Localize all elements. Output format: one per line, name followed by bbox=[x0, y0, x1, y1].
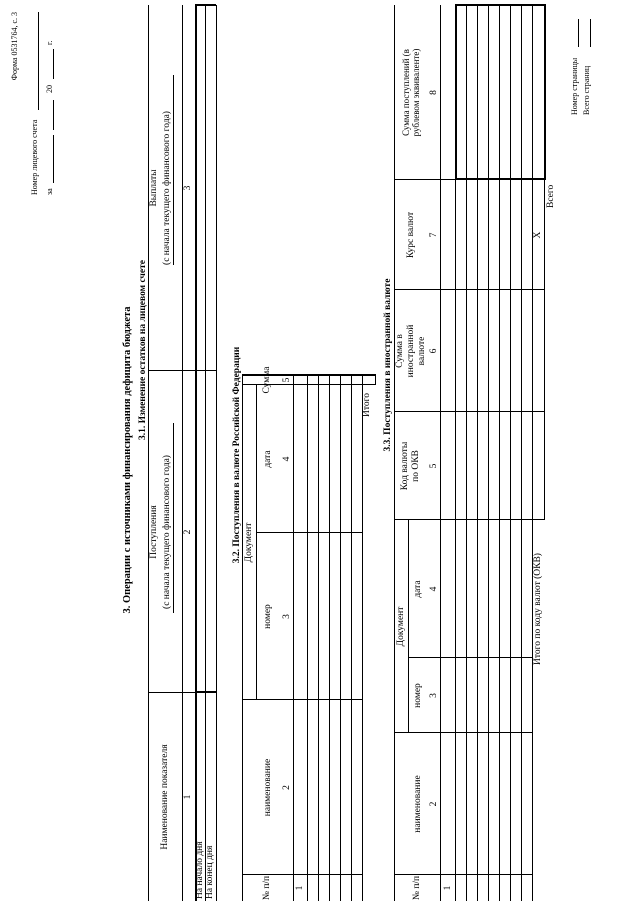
t33-rate-header: Курс валют bbox=[405, 211, 416, 259]
t31-row2-bottom bbox=[216, 5, 217, 901]
t33-colnum-6: 6 bbox=[428, 348, 439, 354]
t31-colnum-2: 2 bbox=[183, 529, 193, 535]
t33-bold-top bbox=[455, 5, 457, 180]
t33-row-7 bbox=[521, 5, 522, 901]
period-label: за bbox=[45, 188, 54, 195]
t33-row-4 bbox=[488, 5, 489, 901]
t32-row-6 bbox=[362, 375, 363, 901]
t31-payments-period: (с начала текущего финансового года) bbox=[161, 111, 172, 265]
t32-date-header: дата bbox=[263, 450, 273, 468]
t33-okv-header: Код валюты по ОКВ bbox=[400, 441, 421, 491]
section33-title: 3.3. Поступления в иностранной валюте bbox=[383, 278, 393, 452]
year-line bbox=[53, 49, 54, 79]
t31-bold-top bbox=[195, 5, 197, 901]
t32-sum-header: Сумма bbox=[262, 366, 272, 394]
t33-row-5 bbox=[499, 5, 500, 901]
t32-row-3 bbox=[329, 375, 330, 901]
t33-num-header: № п/п bbox=[411, 875, 422, 901]
t33-number-header: номер bbox=[412, 683, 423, 708]
t32-number-header: номер bbox=[263, 604, 273, 629]
t32-colnum-2: 2 bbox=[281, 785, 292, 790]
t33-colnum-8: 8 bbox=[428, 90, 439, 95]
section32-title: 3.2. Поступления в валюте Российской Федерации bbox=[232, 346, 242, 564]
t32-row-1 bbox=[307, 375, 308, 901]
t33-colnum-bottom bbox=[440, 5, 441, 901]
t33-colnum-3: 3 bbox=[428, 693, 439, 698]
t31-receipts-period: (с начала текущего финансового года) bbox=[161, 455, 172, 609]
t31-row-start: На начало дня bbox=[195, 841, 205, 899]
t31-bold-right bbox=[195, 4, 216, 6]
t33-colnum-4: 4 bbox=[428, 586, 439, 592]
page-title: 3. Операции с источниками финансирования дефицита бюджета bbox=[122, 306, 133, 614]
t31-row-end: На конец дня bbox=[205, 845, 215, 899]
t33-row-number: 1 bbox=[442, 885, 453, 891]
account-number-line bbox=[38, 12, 39, 110]
t33-colnum-7: 7 bbox=[428, 232, 439, 238]
t31-name-header: Наименование показателя bbox=[159, 744, 170, 850]
t31-receipts-underline bbox=[173, 423, 174, 613]
total-pages-line bbox=[590, 19, 591, 47]
t33-date-header: дата bbox=[412, 580, 423, 598]
t32-row-4 bbox=[340, 375, 341, 901]
t33-name-header: наименование bbox=[412, 775, 423, 833]
section31-title: 3.1. Изменение остатков на лицевом счете bbox=[138, 260, 148, 440]
t32-total-label: Итого bbox=[362, 392, 372, 417]
page-number-label: Номер страницы bbox=[570, 57, 579, 115]
t31-payments-underline bbox=[173, 75, 174, 265]
t32-total-bottom bbox=[375, 375, 376, 385]
year-prefix: 20 bbox=[45, 85, 54, 93]
t31-payments-header: Выплаты bbox=[148, 169, 159, 207]
t31-row1-bottom bbox=[205, 5, 206, 901]
t33-grand-total-label: Всего bbox=[546, 184, 556, 208]
t32-colnum-5: 5 bbox=[281, 377, 292, 383]
t32-row-2 bbox=[318, 375, 319, 901]
t33-colnum-2: 2 bbox=[428, 801, 439, 807]
t31-bold-left bbox=[195, 691, 216, 693]
t33-row-8 bbox=[532, 5, 533, 901]
page-number-line bbox=[578, 19, 579, 47]
t32-row-number: 1 bbox=[295, 885, 305, 891]
t33-foreign-header: Сумма в иностранной валюте bbox=[394, 324, 427, 378]
t31-colnum-3: 3 bbox=[183, 185, 193, 191]
t33-row-3 bbox=[477, 5, 478, 901]
t32-row-5 bbox=[351, 375, 352, 901]
t33-row-6 bbox=[510, 5, 511, 901]
t32-document-header: Документ bbox=[243, 522, 254, 563]
t33-x-mark: X bbox=[532, 231, 543, 239]
t32-name-header: наименование bbox=[263, 758, 273, 817]
t33-sumrub-header: Сумма поступлений (в рублевом эквиваленте) bbox=[401, 48, 421, 137]
t31-receipts-header: Поступления bbox=[148, 505, 159, 559]
period-line-1 bbox=[53, 135, 54, 183]
t32-colnum-3: 3 bbox=[281, 614, 292, 619]
total-pages-label: Всего страниц bbox=[582, 65, 591, 115]
t33-bold-right bbox=[455, 4, 545, 6]
t32-colnum-4: 4 bbox=[281, 456, 292, 462]
t32-colnum-bottom bbox=[293, 375, 294, 901]
t31-colnum-1: 1 bbox=[183, 794, 193, 800]
period-line-2 bbox=[53, 100, 54, 130]
form-code: Форма 0531764, с. 3 bbox=[10, 12, 19, 81]
t33-row-2 bbox=[466, 5, 467, 901]
account-number-label: Номер лицевого счета bbox=[30, 119, 39, 195]
t33-bold-bottom bbox=[544, 4, 546, 180]
t33-total-okv-label: Итого по коду валют (ОКВ) bbox=[533, 553, 543, 665]
t33-document-header: Документ bbox=[395, 606, 406, 647]
t33-colnum-5: 5 bbox=[428, 463, 439, 469]
year-suffix: г. bbox=[45, 40, 54, 45]
t32-num-header: № п/п bbox=[262, 875, 272, 901]
